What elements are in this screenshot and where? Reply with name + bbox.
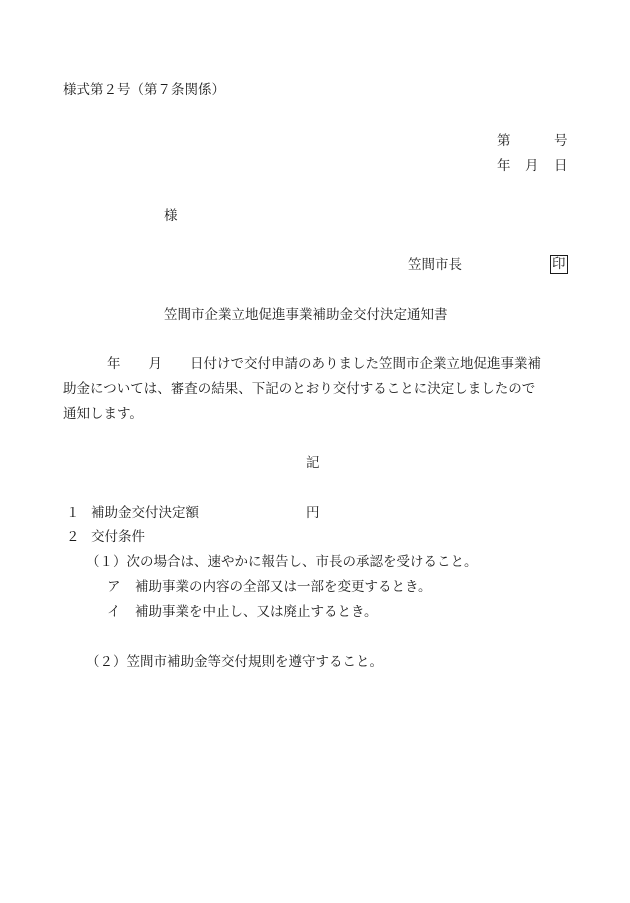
body-line-1 (63, 356, 541, 372)
item-1-unit: 円 (306, 505, 320, 521)
addressee-suffix: 様 (164, 208, 178, 224)
body-year: 年 (107, 356, 121, 372)
body-line-2: 助金については、審査の結果、下記のとおり交付することに決定しましたので (63, 381, 536, 397)
doc-number-label: 第 (497, 133, 511, 149)
body-line-1-rest: 日付けで交付申請のありました笠間市企業立地促進事業補 (190, 356, 541, 372)
condition-2: （２）笠間市補助金等交付規則を遵守すること。 (86, 654, 383, 670)
condition-1: （１）次の場合は、速やかに報告し、市長の承認を受けること。 (86, 554, 478, 570)
date-day-label: 日 (554, 158, 568, 174)
date-month-label: 月 (525, 158, 539, 174)
document-title: 笠間市企業立地促進事業補助金交付決定通知書 (164, 307, 448, 323)
seal-mark: 印 (552, 256, 566, 272)
date-year-label: 年 (497, 158, 511, 174)
item-2-number: ２ (66, 529, 80, 545)
condition-1a-text: 補助事業の内容の全部又は一部を変更するとき。 (135, 579, 432, 595)
body-line-3: 通知します。 (63, 406, 143, 422)
condition-1b-marker: イ (107, 604, 121, 620)
form-number: 様式第２号（第７条関係） (63, 82, 225, 98)
item-1-label: 補助金交付決定額 (91, 505, 199, 521)
body-month: 月 (148, 356, 162, 372)
doc-number-suffix: 号 (554, 133, 568, 149)
item-1-number: １ (66, 505, 80, 521)
condition-1a-marker: ア (107, 579, 121, 595)
item-2-label: 交付条件 (91, 529, 145, 545)
issuer-name: 笠間市長 (408, 257, 462, 273)
ki-heading: 記 (306, 455, 320, 471)
condition-1b-text: 補助事業を中止し、又は廃止するとき。 (135, 604, 378, 620)
